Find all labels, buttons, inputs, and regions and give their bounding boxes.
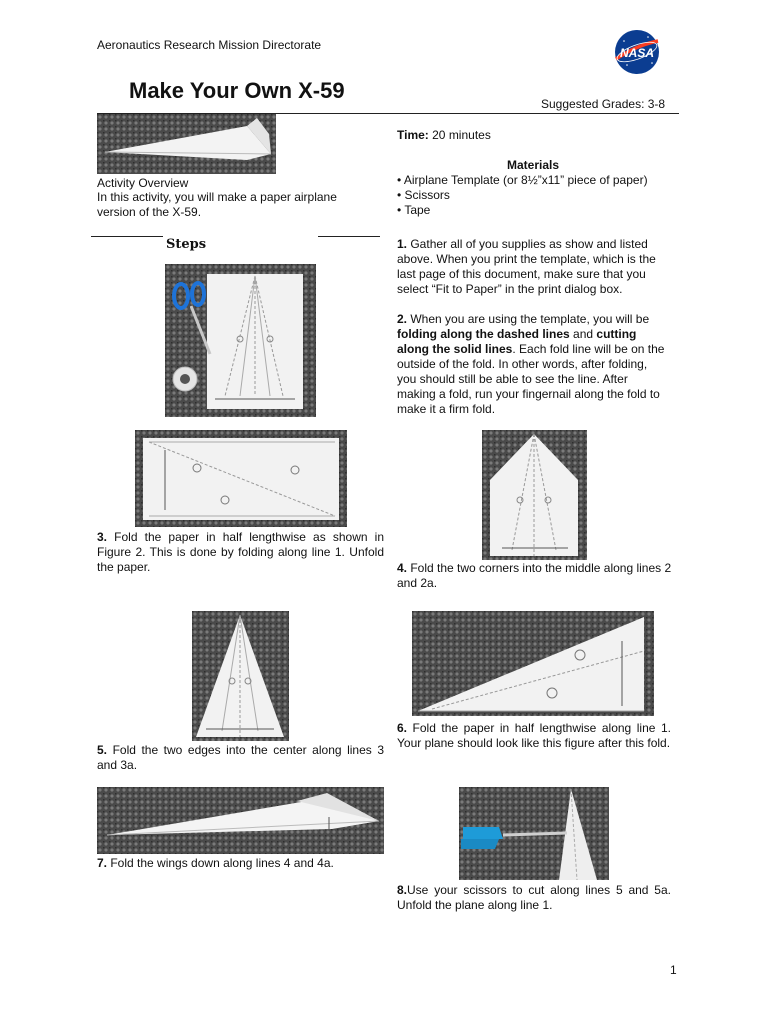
step-7-photo: [97, 787, 384, 854]
step-6-text: [397, 721, 671, 751]
step-5-number: 5.: [97, 743, 108, 757]
step-6-photo: [412, 611, 654, 716]
time-value: 20 minutes: [428, 128, 491, 142]
step-5-body: Fold the two edges into the center along lines 3 and 3a.: [97, 743, 384, 772]
step-4-photo: [482, 430, 587, 560]
materials-item: • Tape: [397, 203, 431, 217]
page-title: Make Your Own X-59: [129, 78, 345, 103]
step-3-text: [97, 530, 384, 575]
step-4-text: [397, 561, 673, 591]
step-1-number: 1.: [397, 237, 408, 251]
suggested-grades: Suggested Grades: 3-8: [541, 97, 666, 111]
materials-item: • Airplane Template (or 8½”x11” piece of paper): [397, 173, 648, 187]
step-6-number: 6.: [397, 721, 408, 735]
nasa-logo: [612, 27, 662, 77]
step-2-body-1: When you are using the template, you will be: [407, 312, 650, 326]
step-1-text: [397, 237, 669, 297]
step-4-number: 4.: [397, 561, 408, 575]
overview-heading: Activity Overview: [97, 176, 189, 190]
step-5-photo: [192, 611, 289, 741]
step-6-body: Fold the paper in half lengthwise along line 1. Your plane should look like this figure after this fold.: [397, 721, 671, 750]
supplies-photo: [165, 264, 316, 417]
steps-rule-left: [91, 236, 163, 237]
step-8-number: 8.: [397, 883, 408, 897]
time-line: [397, 128, 491, 143]
step-4-body: Fold the two corners into the middle along lines 2 and 2a.: [397, 561, 672, 590]
step-2-body-2: and: [569, 327, 597, 341]
steps-heading: Steps: [166, 237, 207, 252]
page-number: 1: [670, 963, 677, 977]
nasa-logo-text: NASA: [619, 46, 655, 60]
step-3-number: 3.: [97, 530, 108, 544]
step-2-text: [397, 312, 669, 417]
finished-plane-photo: [97, 114, 276, 174]
time-label: Time:: [397, 128, 429, 142]
directorate-label: Aeronautics Research Mission Directorate: [97, 38, 322, 52]
step-5-text: [97, 743, 384, 773]
step-2-number: 2.: [397, 312, 408, 326]
step-3-photo: [135, 430, 347, 527]
step-7-body: Fold the wings down along lines 4 and 4a.: [107, 856, 334, 870]
materials-item: • Scissors: [397, 188, 450, 202]
step-8-photo: [459, 787, 609, 880]
overview-text: In this activity, you will make a paper airplane version of the X-59.: [97, 190, 337, 219]
step-8-text: [397, 883, 671, 913]
step-8-body: Use your scissors to cut along lines 5 and 5a. Unfold the plane along line 1.: [397, 883, 671, 912]
step-2-bold-1: folding along the dashed lines: [397, 327, 570, 341]
step-1-body: Gather all of you supplies as show and listed above. When you print the template, which is the last page of this document, make sure that you select “Fit to Paper” in the print dialog box.: [397, 237, 656, 296]
step-7-number: 7.: [97, 856, 108, 870]
steps-rule-right: [318, 236, 380, 237]
step-2-body-3: . Each fold line will be on the outside of the fold. In other words, after folding, you should still be able to see the line. After making a fold, run your fingernail along the fold to make it a firm fold.: [397, 342, 665, 416]
materials-heading: Materials: [507, 158, 560, 172]
step-2-bold-2: cutting along the solid lines: [397, 327, 637, 356]
step-7-text: [97, 856, 384, 871]
step-3-body: Fold the paper in half lengthwise as shown in Figure 2. This is done by folding along line 1. Unfold the paper.: [97, 530, 384, 574]
